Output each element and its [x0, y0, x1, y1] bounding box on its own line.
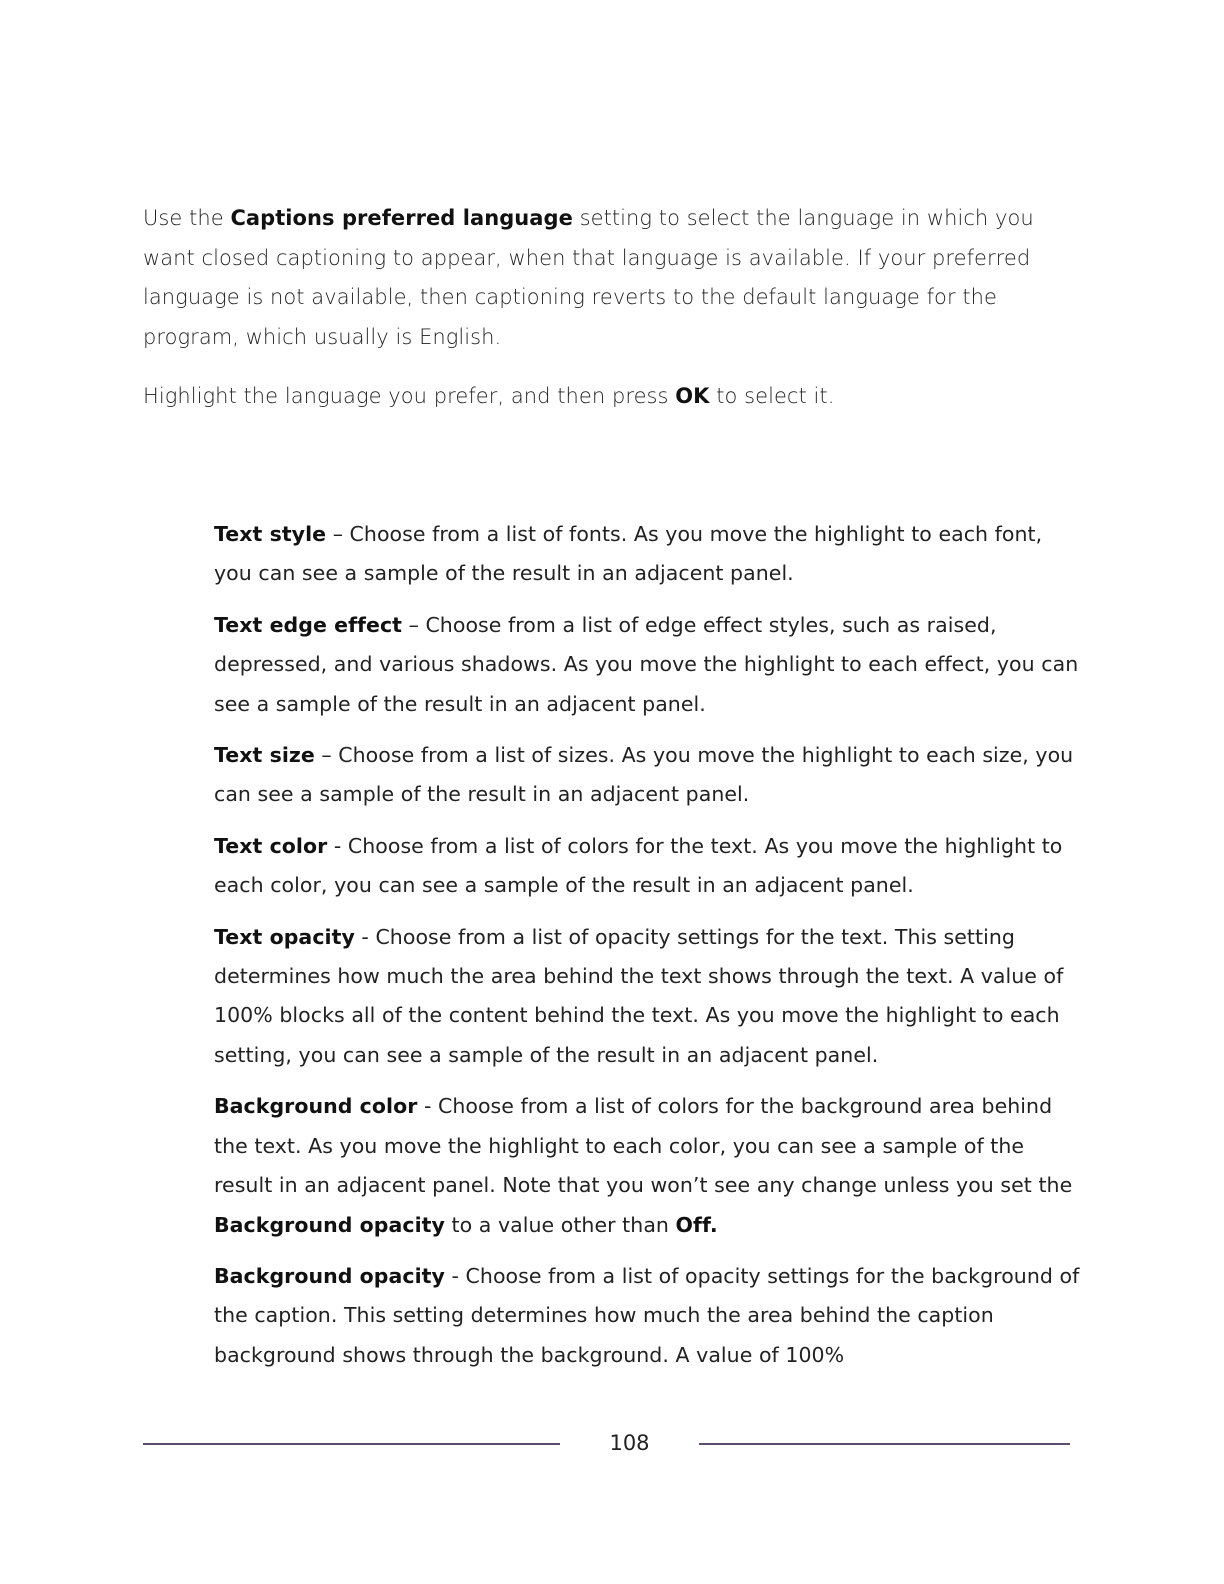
- setting-description: - Choose from a list of opacity settings for the text. This setting determines how much the area behind the text shows through the text. A value of 100% blocks all of the content behind the text. As you move the highlight to each setting, you can see a sample of the result in an adjacent panel.: [214, 924, 1064, 1067]
- setting-description: - Choose from a list of opacity settings for the background of the caption. This setting determines how much the area behind the caption background shows through the background. A value of 100%: [214, 1263, 1080, 1367]
- background-opacity-term: Background opacity: [214, 1212, 445, 1237]
- setting-term: Text edge effect: [214, 612, 403, 637]
- highlight-instruction-paragraph: [143, 377, 1073, 417]
- page-number: 108: [609, 1431, 650, 1455]
- setting-background-opacity: [214, 1257, 1084, 1375]
- setting-description: – Choose from a list of edge effect styles, such as raised, depressed, and various shadows. As you move the highlight to each effect, you can see a sample of the result in an adjacent panel.: [214, 612, 1079, 716]
- setting-description: – Choose from a list of sizes. As you move the highlight to each size, you can see a sample of the result in an adjacent panel.: [214, 743, 1074, 807]
- captions-language-paragraph: [143, 199, 1073, 357]
- setting-description: - Choose from a list of colors for the background area behind the text. As you move the highlight to each color, you can see a sample of the result in an adjacent panel. Note that you won’t see any change unless you set the: [214, 1094, 1073, 1198]
- setting-text-style: [214, 515, 1084, 594]
- setting-term: Background color: [214, 1094, 418, 1119]
- setting-text-size: [214, 736, 1084, 815]
- setting-term: Text opacity: [214, 924, 355, 949]
- off-term: Off.: [675, 1212, 718, 1237]
- intro-section: [143, 199, 1073, 437]
- setting-term: Text style: [214, 522, 327, 546]
- text-run: to select it.: [709, 384, 835, 408]
- setting-term: Text size: [214, 743, 315, 768]
- setting-text-opacity: [214, 918, 1084, 1076]
- footer-rule-left: [143, 1443, 560, 1445]
- ok-term: OK: [675, 384, 710, 408]
- text-run: Use the: [143, 206, 231, 230]
- text-run: setting to select the language in which you want closed captioning to appear, when that language is available. If your preferred language is not available, then captioning reverts to the default language for the program, which usually is English.: [143, 206, 1034, 349]
- setting-description: - Choose from a list of colors for the text. As you move the highlight to each color, you can see a sample of the result in an adjacent panel.: [214, 833, 1063, 898]
- setting-description: – Choose from a list of fonts. As you move the highlight to each font, you can see a sample of the result in an adjacent panel.: [214, 522, 1043, 586]
- captions-preferred-language-term: Captions preferred language: [230, 206, 573, 230]
- setting-text-edge-effect: [214, 606, 1084, 724]
- setting-background-color: [214, 1087, 1084, 1245]
- caption-settings-list: [214, 515, 1084, 1387]
- setting-text-color: [214, 827, 1084, 906]
- footer-rule-right: [699, 1443, 1070, 1445]
- setting-term: Text color: [214, 833, 328, 858]
- setting-term: Background opacity: [214, 1263, 445, 1288]
- text-run: Highlight the language you prefer, and then press: [143, 384, 676, 408]
- setting-description: to a value other than: [444, 1212, 676, 1237]
